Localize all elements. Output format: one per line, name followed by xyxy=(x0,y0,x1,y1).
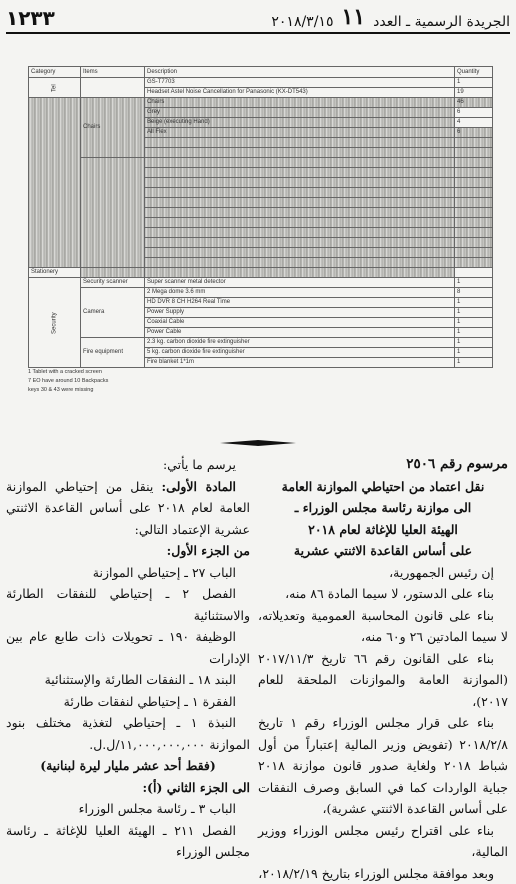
table-cell: All Flex xyxy=(145,128,455,138)
table-cell: Stationery xyxy=(29,268,81,278)
page-header xyxy=(6,4,510,34)
table-cell: 8 xyxy=(455,288,493,298)
article-paragraph xyxy=(6,476,250,541)
table-cell xyxy=(455,138,493,148)
article-heading: الى الجزء الثاني (أ): xyxy=(6,777,250,799)
table-cell: Chairs xyxy=(81,98,145,158)
table-cell: 6 xyxy=(455,128,493,138)
issue-number: ١١ xyxy=(341,4,365,30)
table-cell: Beige (executing Hand) xyxy=(145,118,455,128)
table-cell: 1 xyxy=(455,298,493,308)
article-text: ينقل من إحتياطي الموازنة العامة لعام ٢٠١٨ على أساس القاعدة الاثنتي عشرية الإعتماد التالي: xyxy=(6,479,250,537)
table-cell xyxy=(145,178,455,188)
table-row xyxy=(29,268,493,278)
table-header-cell: Quantity xyxy=(455,67,493,78)
table-cell: Security xyxy=(29,278,81,368)
table-cell: 1 xyxy=(455,308,493,318)
decree-paragraph: بناء على اقتراح رئيس مجلس الوزراء ووزير المالية، xyxy=(258,820,508,863)
decree-paragraph: بناء على قانون المحاسبة العمومية وتعديلاته، لا سيما المادتين ٢٦ و٦٠ منه، xyxy=(258,605,508,648)
table-row xyxy=(29,78,493,88)
decree-paragraph: بناء على الدستور، لا سيما المادة ٨٦ منه، xyxy=(258,583,508,605)
table-cell xyxy=(455,238,493,248)
note-line: 1 Tablet with a cracked screen xyxy=(28,368,108,377)
table-cell: 2 Mega dome 3.6 mm xyxy=(145,288,455,298)
table-cell xyxy=(81,158,145,268)
table-cell xyxy=(145,138,455,148)
article-line: الفقرة ١ ـ إحتياطي لنفقات طارئة xyxy=(6,691,250,713)
table-header-row xyxy=(29,67,493,78)
table-header-cell: Category xyxy=(29,67,81,78)
table-cell: 1 xyxy=(455,358,493,368)
table-cell xyxy=(455,268,493,278)
table-cell xyxy=(145,188,455,198)
table-cell: 5 kg. carbon dioxide fire extinguisher xyxy=(145,348,455,358)
table-row xyxy=(29,278,493,288)
table-cell xyxy=(455,188,493,198)
article-line: النبذة ١ ـ إحتياطي لتغذية مختلف بنود الموازنة ١١,٠٠٠,٠٠٠,٠٠٠/ل.ل. xyxy=(6,712,250,755)
table-row xyxy=(29,338,493,348)
table-cell xyxy=(29,98,81,268)
table-cell: 1 xyxy=(455,78,493,88)
table-cell xyxy=(455,258,493,268)
table-cell: Grey xyxy=(145,108,455,118)
table-cell xyxy=(145,158,455,168)
table-cell xyxy=(455,178,493,188)
note-line: 7 EO have around 10 Backpacks xyxy=(28,377,108,386)
table-cell xyxy=(145,208,455,218)
table-cell: Chairs xyxy=(145,98,455,108)
issue-date: ٢٠١٨/٣/١٥ xyxy=(271,14,333,30)
table-cell: GS-T7703 xyxy=(145,78,455,88)
table-header-cell: Description xyxy=(145,67,455,78)
table-cell: 4 xyxy=(455,118,493,128)
article-amount-words: (فقط أحد عشر مليار ليرة لبنانية) xyxy=(6,755,250,777)
table-cell: 1 xyxy=(455,338,493,348)
decree-paragraph: بناء على قرار مجلس الوزراء رقم ١ تاريخ ٢٠١٨/٢/٨ (تفويض وزير المالية إعتباراً من أول شباط ٢٠١٨ ولغاية صدور قانون موازنة ٢٠١٨ جباية الواردات كما في السابق وصرف النفقات على أساس القاعدة الاثنتي عشرية)، xyxy=(258,712,508,820)
decree-paragraph: بناء على القانون رقم ٦٦ تاريخ ٢٠١٧/١١/٣ (الموازنة العامة والموازنات الملحقة للعام ٢٠١٧)، xyxy=(258,648,508,713)
decree-column xyxy=(258,454,508,884)
table-cell xyxy=(455,218,493,228)
table-cell xyxy=(455,248,493,258)
table-cell: 19 xyxy=(455,88,493,98)
article-paragraph: يرسم ما يأتي: xyxy=(6,454,250,476)
page-number: ١٢٣٣ xyxy=(6,6,55,30)
table-cell xyxy=(145,238,455,248)
table-cell xyxy=(455,148,493,158)
table-cell: 46 xyxy=(455,98,493,108)
table-cell: 1 xyxy=(455,318,493,328)
table-cell xyxy=(145,268,455,278)
article-line: الباب ٣ ـ رئاسة مجلس الوزراء xyxy=(6,798,250,820)
gazette-title: الجريدة الرسمية ـ العدد xyxy=(373,14,510,30)
table-cell: 1 xyxy=(455,278,493,288)
decree-number: مرسوم رقم ٢٥٠٦ xyxy=(258,454,508,476)
table-notes xyxy=(28,368,108,395)
table-header-cell: Items xyxy=(81,67,145,78)
table-cell xyxy=(145,148,455,158)
table-cell xyxy=(145,168,455,178)
article-line: الباب ٢٧ ـ إحتياطي الموازنة xyxy=(6,562,250,584)
article-line: الفصل ٢ ـ إحتياطي للنفقات الطارئة والاستثنائية xyxy=(6,583,250,626)
table-cell xyxy=(81,78,145,98)
table-cell xyxy=(145,218,455,228)
table-cell xyxy=(455,158,493,168)
note-line: keys 30 & 43 were missing xyxy=(28,386,108,395)
table-cell xyxy=(145,228,455,238)
decree-paragraph: إن رئيس الجمهورية، xyxy=(258,562,508,584)
decree-title-line: الهيئة العليا للإغاثة لعام ٢٠١٨ xyxy=(258,519,508,541)
article-line: الفصل ٢١١ ـ الهيئة العليا للإغاثة ـ رئاسة مجلس الوزراء xyxy=(6,820,250,863)
table-row xyxy=(29,158,493,168)
table-cell xyxy=(455,198,493,208)
table-cell xyxy=(455,208,493,218)
table-cell: Tel xyxy=(29,78,81,98)
table-cell: 2.3 kg. carbon dioxide fire extinguisher xyxy=(145,338,455,348)
table-cell: Super scanner metal detector xyxy=(145,278,455,288)
table-cell xyxy=(145,248,455,258)
scanned-inventory-table xyxy=(28,66,492,362)
decree-title-line: نقل اعتماد من احتياطي الموازنة العامة xyxy=(258,476,508,498)
table-cell xyxy=(145,198,455,208)
article-column xyxy=(6,454,250,863)
article-heading: من الجزء الأول: xyxy=(6,540,250,562)
table-cell: 1 xyxy=(455,348,493,358)
table-cell: Camera xyxy=(81,288,145,338)
table-cell xyxy=(455,228,493,238)
table-cell: 6 xyxy=(455,108,493,118)
decree-title-line: الى موازنة رئاسة مجلس الوزراء ـ xyxy=(258,497,508,519)
table-cell: Coaxial Cable xyxy=(145,318,455,328)
table-cell: 1 xyxy=(455,328,493,338)
section-divider xyxy=(220,440,296,446)
table-cell: Power Cable xyxy=(145,328,455,338)
table-cell: Power Supply xyxy=(145,308,455,318)
article-label: المادة الأولى: xyxy=(162,479,236,494)
table-cell: Headset Astel Noise Cancellation for Panasonic (KX-DT543) xyxy=(145,88,455,98)
table-cell xyxy=(145,258,455,268)
table-cell: Fire blanket 1*1m xyxy=(145,358,455,368)
article-line: الوظيفة ١٩٠ ـ تحويلات ذات طابع عام بين الإدارات xyxy=(6,626,250,669)
table-cell: HD DVR 8 CH H264 Real Time xyxy=(145,298,455,308)
table-cell xyxy=(81,268,145,278)
article-line: البند ١٨ ـ النفقات الطارئة والإستثنائية xyxy=(6,669,250,691)
table-cell xyxy=(455,168,493,178)
table-cell: Fire equipment xyxy=(81,338,145,368)
table-cell: Security scanner xyxy=(81,278,145,288)
decree-paragraph: وبعد موافقة مجلس الوزراء بتاريخ ٢٠١٨/٢/١٩، xyxy=(258,863,508,884)
decree-title-line: على أساس القاعدة الاثنتي عشرية xyxy=(258,540,508,562)
table-row xyxy=(29,98,493,108)
table-row xyxy=(29,288,493,298)
